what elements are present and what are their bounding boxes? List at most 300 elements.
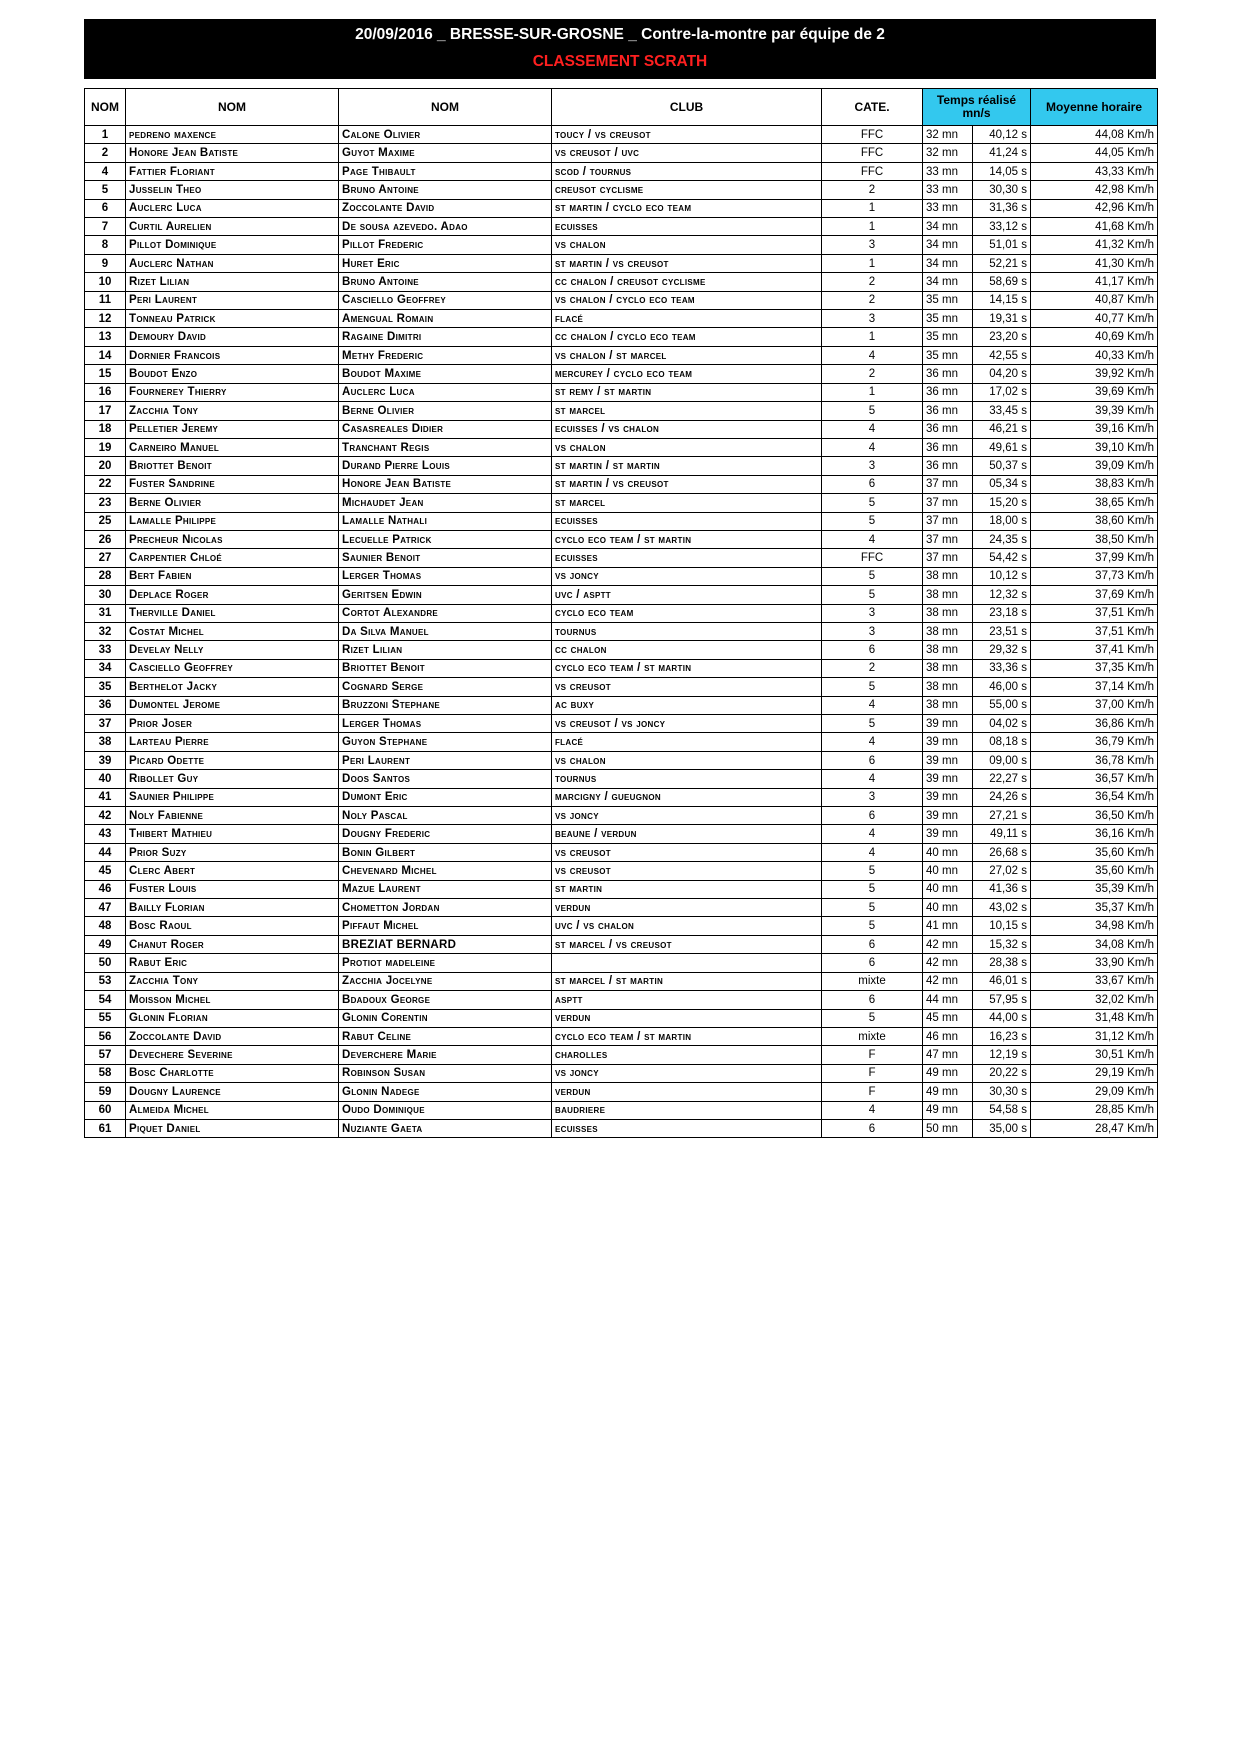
club-cell: st marcel / st martin: [552, 972, 822, 990]
category-cell: 3: [822, 604, 923, 622]
time-minutes-cell: 39 mn: [923, 715, 973, 733]
category-cell: 5: [822, 862, 923, 880]
average-speed-cell: 29,09 Km/h: [1031, 1083, 1158, 1101]
club-cell: vs chalon / cyclo eco team: [552, 291, 822, 309]
category-cell: 1: [822, 383, 923, 401]
time-seconds-cell: 15,32 s: [973, 935, 1031, 953]
category-cell: 4: [822, 733, 923, 751]
club-cell: vs creusot: [552, 678, 822, 696]
category-cell: 5: [822, 880, 923, 898]
time-minutes-cell: 38 mn: [923, 622, 973, 640]
rider1-cell: Noly Fabienne: [126, 807, 339, 825]
rank-cell: 23: [85, 494, 126, 512]
rank-cell: 56: [85, 1027, 126, 1045]
table-row: [85, 825, 1158, 843]
rider1-cell: Dornier Francois: [126, 346, 339, 364]
rider2-cell: Auclerc Luca: [339, 383, 552, 401]
average-speed-cell: 44,05 Km/h: [1031, 144, 1158, 162]
rider2-cell: Zacchia Jocelyne: [339, 972, 552, 990]
club-cell: st marcel: [552, 494, 822, 512]
table-row: [85, 457, 1158, 475]
rank-cell: 37: [85, 715, 126, 733]
rank-cell: 1: [85, 126, 126, 144]
time-minutes-cell: 37 mn: [923, 475, 973, 493]
rider1-cell: Dumontel Jerome: [126, 696, 339, 714]
table-row: [85, 862, 1158, 880]
table-row: [85, 1009, 1158, 1027]
time-minutes-cell: 35 mn: [923, 328, 973, 346]
rank-cell: 32: [85, 622, 126, 640]
club-cell: vs chalon / st marcel: [552, 346, 822, 364]
rider2-cell: Nuziante Gaeta: [339, 1119, 552, 1137]
time-minutes-cell: 32 mn: [923, 144, 973, 162]
time-seconds-cell: 28,38 s: [973, 954, 1031, 972]
time-seconds-cell: 46,21 s: [973, 420, 1031, 438]
table-row: [85, 328, 1158, 346]
rank-cell: 36: [85, 696, 126, 714]
club-cell: ac buxy: [552, 696, 822, 714]
rider2-cell: Pillot Frederic: [339, 236, 552, 254]
club-cell: charolles: [552, 1046, 822, 1064]
table-row: [85, 438, 1158, 456]
club-cell: cyclo eco team / st martin: [552, 530, 822, 548]
time-minutes-cell: 36 mn: [923, 402, 973, 420]
time-seconds-cell: 22,27 s: [973, 770, 1031, 788]
rank-cell: 58: [85, 1064, 126, 1082]
rank-cell: 25: [85, 512, 126, 530]
rider1-cell: Fattier Floriant: [126, 162, 339, 180]
rank-cell: 27: [85, 549, 126, 567]
rank-cell: 15: [85, 365, 126, 383]
time-minutes-cell: 40 mn: [923, 843, 973, 861]
rider1-cell: Deplace Roger: [126, 586, 339, 604]
time-seconds-cell: 30,30 s: [973, 1083, 1031, 1101]
rider2-cell: Durand Pierre Louis: [339, 457, 552, 475]
rider2-cell: Bruzzoni Stephane: [339, 696, 552, 714]
average-speed-cell: 41,17 Km/h: [1031, 273, 1158, 291]
rank-cell: 12: [85, 310, 126, 328]
rider1-cell: Glonin Florian: [126, 1009, 339, 1027]
rank-cell: 49: [85, 935, 126, 953]
rider2-cell: Guyon Stephane: [339, 733, 552, 751]
time-seconds-cell: 42,55 s: [973, 346, 1031, 364]
rider2-cell: Lecuelle Patrick: [339, 530, 552, 548]
rider1-cell: Honore Jean Batiste: [126, 144, 339, 162]
rider1-cell: Pillot Dominique: [126, 236, 339, 254]
category-cell: 4: [822, 770, 923, 788]
rider1-cell: Piquet Daniel: [126, 1119, 339, 1137]
rank-cell: 8: [85, 236, 126, 254]
table-header-row: [85, 89, 1158, 126]
rider2-cell: Bonin Gilbert: [339, 843, 552, 861]
club-cell: ecuisses: [552, 1119, 822, 1137]
rank-cell: 54: [85, 991, 126, 1009]
time-minutes-cell: 38 mn: [923, 641, 973, 659]
table-row: [85, 1119, 1158, 1137]
category-cell: FFC: [822, 162, 923, 180]
club-cell: vs joncy: [552, 567, 822, 585]
rank-cell: 61: [85, 1119, 126, 1137]
rider1-cell: Fuster Sandrine: [126, 475, 339, 493]
club-cell: vs creusot / vs joncy: [552, 715, 822, 733]
time-minutes-cell: 39 mn: [923, 788, 973, 806]
rider2-cell: Berne Olivier: [339, 402, 552, 420]
time-minutes-cell: 38 mn: [923, 696, 973, 714]
club-cell: uvc / vs chalon: [552, 917, 822, 935]
time-minutes-cell: 33 mn: [923, 199, 973, 217]
club-cell: ecuisses: [552, 549, 822, 567]
club-cell: cc chalon: [552, 641, 822, 659]
page-subtitle: CLASSEMENT SCRATH: [532, 53, 708, 70]
rider2-cell: Lamalle Nathali: [339, 512, 552, 530]
rank-cell: 28: [85, 567, 126, 585]
rider1-cell: Bosc Charlotte: [126, 1064, 339, 1082]
table-row: [85, 917, 1158, 935]
time-minutes-cell: 47 mn: [923, 1046, 973, 1064]
time-minutes-cell: 35 mn: [923, 310, 973, 328]
rank-cell: 42: [85, 807, 126, 825]
rider2-cell: Lerger Thomas: [339, 567, 552, 585]
rider1-cell: Carpentier Chloé: [126, 549, 339, 567]
rider1-cell: Therville Daniel: [126, 604, 339, 622]
time-minutes-cell: 33 mn: [923, 162, 973, 180]
club-cell: scod / tournus: [552, 162, 822, 180]
time-seconds-cell: 10,15 s: [973, 917, 1031, 935]
table-row: [85, 991, 1158, 1009]
rider1-cell: Berthelot Jacky: [126, 678, 339, 696]
rider1-cell: Fournerey Thierry: [126, 383, 339, 401]
average-speed-cell: 29,19 Km/h: [1031, 1064, 1158, 1082]
rank-cell: 14: [85, 346, 126, 364]
table-row: [85, 402, 1158, 420]
col-header-rank: NOM: [85, 89, 126, 126]
rider2-cell: Glonin Nadege: [339, 1083, 552, 1101]
category-cell: 6: [822, 954, 923, 972]
club-cell: baudriere: [552, 1101, 822, 1119]
rank-cell: 20: [85, 457, 126, 475]
rider2-cell: Dumont Eric: [339, 788, 552, 806]
time-seconds-cell: 35,00 s: [973, 1119, 1031, 1137]
table-row: [85, 254, 1158, 272]
time-minutes-cell: 39 mn: [923, 733, 973, 751]
average-speed-cell: 37,73 Km/h: [1031, 567, 1158, 585]
rider2-cell: Huret Eric: [339, 254, 552, 272]
rider1-cell: Dougny Laurence: [126, 1083, 339, 1101]
rider1-cell: Almeida Michel: [126, 1101, 339, 1119]
club-cell: st martin / vs creusot: [552, 475, 822, 493]
time-seconds-cell: 18,00 s: [973, 512, 1031, 530]
average-speed-cell: 39,09 Km/h: [1031, 457, 1158, 475]
time-minutes-cell: 34 mn: [923, 218, 973, 236]
table-row: [85, 954, 1158, 972]
rank-cell: 2: [85, 144, 126, 162]
table-row: [85, 1046, 1158, 1064]
rank-cell: 41: [85, 788, 126, 806]
average-speed-cell: 35,60 Km/h: [1031, 843, 1158, 861]
rank-cell: 48: [85, 917, 126, 935]
average-speed-cell: 41,32 Km/h: [1031, 236, 1158, 254]
time-minutes-cell: 46 mn: [923, 1027, 973, 1045]
table-row: [85, 273, 1158, 291]
category-cell: 1: [822, 218, 923, 236]
rank-cell: 10: [85, 273, 126, 291]
category-cell: 4: [822, 420, 923, 438]
club-cell: verdun: [552, 1009, 822, 1027]
time-minutes-cell: 37 mn: [923, 494, 973, 512]
category-cell: 1: [822, 328, 923, 346]
rider2-cell: Calone Olivier: [339, 126, 552, 144]
average-speed-cell: 39,39 Km/h: [1031, 402, 1158, 420]
category-cell: 6: [822, 991, 923, 1009]
rider1-cell: Larteau Pierre: [126, 733, 339, 751]
average-speed-cell: 40,33 Km/h: [1031, 346, 1158, 364]
club-cell: mercurey / cyclo eco team: [552, 365, 822, 383]
col-header-time: Temps réalisé mn/s: [923, 89, 1031, 126]
table-row: [85, 530, 1158, 548]
rider1-cell: Chanut Roger: [126, 935, 339, 953]
rank-cell: 9: [85, 254, 126, 272]
time-minutes-cell: 44 mn: [923, 991, 973, 1009]
rank-cell: 4: [85, 162, 126, 180]
table-row: [85, 291, 1158, 309]
category-cell: 3: [822, 236, 923, 254]
rank-cell: 6: [85, 199, 126, 217]
time-seconds-cell: 10,12 s: [973, 567, 1031, 585]
page-title: 20/09/2016 _ BRESSE-SUR-GROSNE _ Contre-la-montre par équipe de 2: [355, 26, 885, 43]
table-row: [85, 218, 1158, 236]
col-header-club: CLUB: [552, 89, 822, 126]
time-seconds-cell: 51,01 s: [973, 236, 1031, 254]
rider1-cell: Zacchia Tony: [126, 402, 339, 420]
club-cell: verdun: [552, 899, 822, 917]
average-speed-cell: 39,92 Km/h: [1031, 365, 1158, 383]
rider1-cell: Ribollet Guy: [126, 770, 339, 788]
average-speed-cell: 35,37 Km/h: [1031, 899, 1158, 917]
average-speed-cell: 31,48 Km/h: [1031, 1009, 1158, 1027]
average-speed-cell: 37,41 Km/h: [1031, 641, 1158, 659]
rank-cell: 39: [85, 751, 126, 769]
rank-cell: 19: [85, 438, 126, 456]
category-cell: 5: [822, 917, 923, 935]
category-cell: 6: [822, 641, 923, 659]
average-speed-cell: 43,33 Km/h: [1031, 162, 1158, 180]
table-row: [85, 678, 1158, 696]
time-minutes-cell: 34 mn: [923, 273, 973, 291]
rider1-cell: Rizet Lilian: [126, 273, 339, 291]
category-cell: F: [822, 1083, 923, 1101]
time-seconds-cell: 19,31 s: [973, 310, 1031, 328]
table-row: [85, 1027, 1158, 1045]
time-seconds-cell: 55,00 s: [973, 696, 1031, 714]
time-seconds-cell: 49,11 s: [973, 825, 1031, 843]
time-minutes-cell: 37 mn: [923, 512, 973, 530]
table-row: [85, 310, 1158, 328]
rider1-cell: pedreno maxence: [126, 126, 339, 144]
time-seconds-cell: 14,15 s: [973, 291, 1031, 309]
average-speed-cell: 40,77 Km/h: [1031, 310, 1158, 328]
time-minutes-cell: 33 mn: [923, 181, 973, 199]
rider1-cell: Fuster Louis: [126, 880, 339, 898]
rider1-cell: Pelletier Jeremy: [126, 420, 339, 438]
time-minutes-cell: 49 mn: [923, 1083, 973, 1101]
time-minutes-cell: 40 mn: [923, 880, 973, 898]
rider2-cell: Amengual Romain: [339, 310, 552, 328]
category-cell: 3: [822, 457, 923, 475]
table-row: [85, 567, 1158, 585]
time-minutes-cell: 50 mn: [923, 1119, 973, 1137]
average-speed-cell: 36,16 Km/h: [1031, 825, 1158, 843]
time-minutes-cell: 39 mn: [923, 751, 973, 769]
rider1-cell: Rabut Eric: [126, 954, 339, 972]
category-cell: 2: [822, 365, 923, 383]
time-minutes-cell: 36 mn: [923, 438, 973, 456]
table-row: [85, 586, 1158, 604]
club-cell: beaune / verdun: [552, 825, 822, 843]
table-row: [85, 512, 1158, 530]
average-speed-cell: 42,96 Km/h: [1031, 199, 1158, 217]
rider2-cell: De sousa azevedo. Adao: [339, 218, 552, 236]
time-minutes-cell: 39 mn: [923, 807, 973, 825]
category-cell: 6: [822, 751, 923, 769]
time-seconds-cell: 29,32 s: [973, 641, 1031, 659]
time-seconds-cell: 33,12 s: [973, 218, 1031, 236]
club-cell: st martin / vs creusot: [552, 254, 822, 272]
rank-cell: 22: [85, 475, 126, 493]
table-row: [85, 641, 1158, 659]
table-row: [85, 199, 1158, 217]
rider2-cell: BREZIAT BERNARD: [339, 935, 552, 953]
rank-cell: 59: [85, 1083, 126, 1101]
category-cell: 5: [822, 494, 923, 512]
rider2-cell: Bruno Antoine: [339, 181, 552, 199]
club-cell: flacé: [552, 310, 822, 328]
time-seconds-cell: 26,68 s: [973, 843, 1031, 861]
time-seconds-cell: 41,24 s: [973, 144, 1031, 162]
rank-cell: 33: [85, 641, 126, 659]
time-seconds-cell: 46,01 s: [973, 972, 1031, 990]
rider1-cell: Bosc Raoul: [126, 917, 339, 935]
rider2-cell: Geritsen Edwin: [339, 586, 552, 604]
category-cell: mixte: [822, 1027, 923, 1045]
rider2-cell: Oudo Dominique: [339, 1101, 552, 1119]
average-speed-cell: 40,69 Km/h: [1031, 328, 1158, 346]
category-cell: 4: [822, 696, 923, 714]
category-cell: 2: [822, 273, 923, 291]
time-minutes-cell: 39 mn: [923, 770, 973, 788]
rider1-cell: Prior Joser: [126, 715, 339, 733]
time-minutes-cell: 42 mn: [923, 954, 973, 972]
time-seconds-cell: 17,02 s: [973, 383, 1031, 401]
col-header-category: CATE.: [822, 89, 923, 126]
category-cell: F: [822, 1064, 923, 1082]
time-minutes-cell: 38 mn: [923, 678, 973, 696]
rider2-cell: Saunier Benoit: [339, 549, 552, 567]
time-seconds-cell: 09,00 s: [973, 751, 1031, 769]
average-speed-cell: 35,60 Km/h: [1031, 862, 1158, 880]
time-seconds-cell: 54,58 s: [973, 1101, 1031, 1119]
time-seconds-cell: 33,45 s: [973, 402, 1031, 420]
average-speed-cell: 38,83 Km/h: [1031, 475, 1158, 493]
table-row: [85, 604, 1158, 622]
club-cell: vs joncy: [552, 807, 822, 825]
rider1-cell: Saunier Philippe: [126, 788, 339, 806]
average-speed-cell: 37,14 Km/h: [1031, 678, 1158, 696]
average-speed-cell: 44,08 Km/h: [1031, 126, 1158, 144]
time-seconds-cell: 31,36 s: [973, 199, 1031, 217]
rider1-cell: Precheur Nicolas: [126, 530, 339, 548]
club-cell: st remy / st martin: [552, 383, 822, 401]
category-cell: 5: [822, 512, 923, 530]
time-minutes-cell: 42 mn: [923, 972, 973, 990]
rider2-cell: Peri Laurent: [339, 751, 552, 769]
time-minutes-cell: 38 mn: [923, 567, 973, 585]
rider2-cell: Doos Santos: [339, 770, 552, 788]
rider1-cell: Berne Olivier: [126, 494, 339, 512]
category-cell: 3: [822, 310, 923, 328]
time-minutes-cell: 38 mn: [923, 586, 973, 604]
time-seconds-cell: 41,36 s: [973, 880, 1031, 898]
table-row: [85, 126, 1158, 144]
rank-cell: 16: [85, 383, 126, 401]
time-seconds-cell: 33,36 s: [973, 659, 1031, 677]
table-row: [85, 236, 1158, 254]
club-cell: st marcel: [552, 402, 822, 420]
rank-cell: 31: [85, 604, 126, 622]
rider1-cell: Carneiro Manuel: [126, 438, 339, 456]
time-minutes-cell: 36 mn: [923, 457, 973, 475]
rank-cell: 46: [85, 880, 126, 898]
rider1-cell: Zacchia Tony: [126, 972, 339, 990]
table-row: [85, 1064, 1158, 1082]
rank-cell: 13: [85, 328, 126, 346]
rank-cell: 55: [85, 1009, 126, 1027]
average-speed-cell: 40,87 Km/h: [1031, 291, 1158, 309]
category-cell: 2: [822, 659, 923, 677]
category-cell: 4: [822, 346, 923, 364]
rider1-cell: Bailly Florian: [126, 899, 339, 917]
time-minutes-cell: 45 mn: [923, 1009, 973, 1027]
average-speed-cell: 38,65 Km/h: [1031, 494, 1158, 512]
category-cell: FFC: [822, 144, 923, 162]
category-cell: 4: [822, 438, 923, 456]
time-seconds-cell: 40,12 s: [973, 126, 1031, 144]
table-row: [85, 181, 1158, 199]
rider1-cell: Costat Michel: [126, 622, 339, 640]
category-cell: 2: [822, 181, 923, 199]
category-cell: mixte: [822, 972, 923, 990]
club-cell: vs creusot: [552, 843, 822, 861]
time-seconds-cell: 14,05 s: [973, 162, 1031, 180]
rider2-cell: Guyot Maxime: [339, 144, 552, 162]
club-cell: [552, 954, 822, 972]
table-row: [85, 494, 1158, 512]
time-seconds-cell: 24,26 s: [973, 788, 1031, 806]
time-minutes-cell: 35 mn: [923, 291, 973, 309]
average-speed-cell: 39,16 Km/h: [1031, 420, 1158, 438]
time-seconds-cell: 24,35 s: [973, 530, 1031, 548]
club-cell: vs joncy: [552, 1064, 822, 1082]
club-cell: marcigny / gueugnon: [552, 788, 822, 806]
average-speed-cell: 38,50 Km/h: [1031, 530, 1158, 548]
time-minutes-cell: 37 mn: [923, 530, 973, 548]
club-cell: creusot cyclisme: [552, 181, 822, 199]
rank-cell: 5: [85, 181, 126, 199]
club-cell: verdun: [552, 1083, 822, 1101]
rider1-cell: Picard Odette: [126, 751, 339, 769]
table-row: [85, 788, 1158, 806]
time-seconds-cell: 20,22 s: [973, 1064, 1031, 1082]
rank-cell: 7: [85, 218, 126, 236]
